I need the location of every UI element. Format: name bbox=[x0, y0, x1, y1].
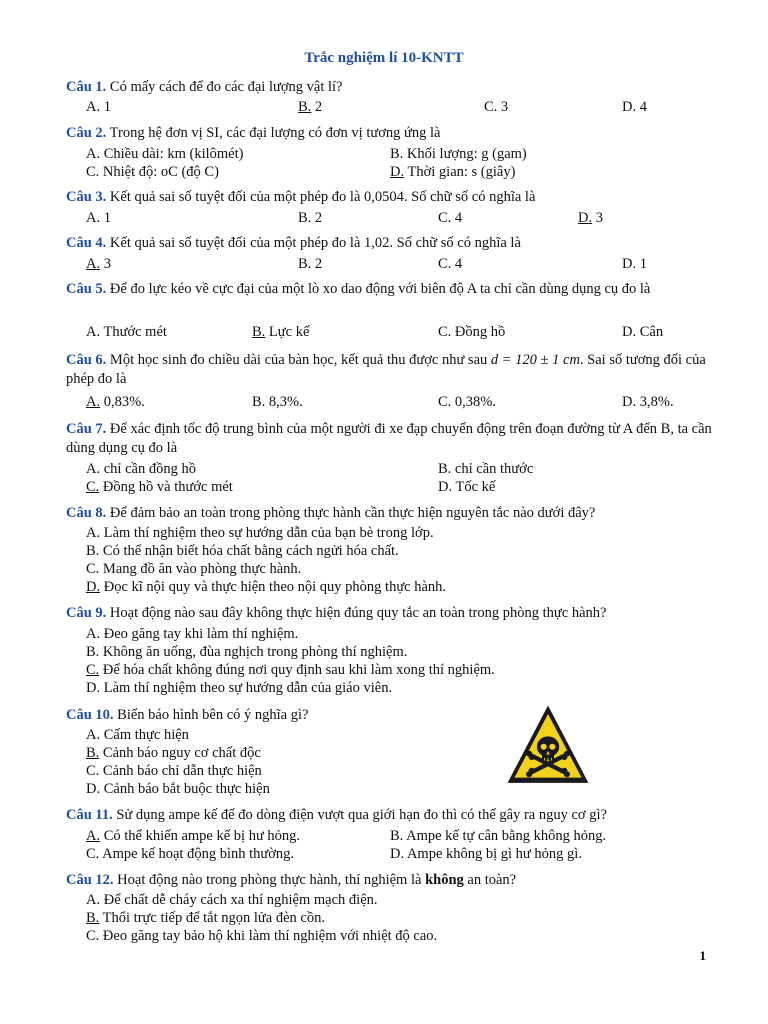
option-d: D. Thời gian: s (giây) bbox=[390, 164, 516, 180]
option-c: C. 3 bbox=[484, 99, 509, 115]
option-d: D. 4 bbox=[622, 99, 647, 115]
option-a: A. Để chất dễ cháy cách xa thí nghiệm mạch điện. bbox=[86, 892, 378, 908]
page-number: 1 bbox=[699, 948, 706, 963]
question-4: Câu 4. Kết quả sai số tuyệt đối của một phép đo là 1,02. Số chữ số có nghĩa là bbox=[66, 235, 521, 251]
option-d: D. Cân bbox=[622, 324, 664, 340]
option-c: C. Đeo găng tay bảo hộ khi làm thí nghiệm với nhiệt độ cao. bbox=[86, 928, 438, 944]
option-a: A. Cấm thực hiện bbox=[86, 727, 189, 743]
option-c: C. Để hóa chất không đúng nơi quy định sau khi làm xong thí nghiệm. bbox=[86, 662, 495, 678]
question-6: Câu 6. Một học sinh đo chiều dài của bàn học, kết quả thu được như sau d = 120 ± 1 cm. Sai số tương đối của phép đo là bbox=[66, 352, 706, 387]
option-d: D. Đọc kĩ nội quy và thực hiện theo nội quy phòng thực hành. bbox=[86, 579, 447, 595]
option-a: A. 3 bbox=[86, 256, 111, 272]
option-a: A. Có thể khiến ampe kế bị hư hỏng. bbox=[86, 828, 301, 844]
question-8: Câu 8. Để đảm bảo an toàn trong phòng thực hành cần thực hiện nguyên tắc nào dưới đây? bbox=[66, 505, 596, 521]
formula: d = 120 ± 1 cm bbox=[490, 352, 580, 368]
option-d: D. Cảnh báo bắt buộc thực hiện bbox=[86, 781, 270, 797]
option-b: B. chỉ cần thước bbox=[438, 461, 534, 477]
option-c: C. 4 bbox=[438, 256, 463, 272]
question-9: Câu 9. Hoạt động nào sau đây không thực hiện đúng quy tắc an toàn trong phòng thực hành? bbox=[66, 605, 607, 621]
question-7: Câu 7. Để xác định tốc độ trung bình của một người đi xe đạp chuyển động trên đoạn đường từ A đến B, ta cần dùng dụng cụ đo là bbox=[66, 421, 712, 456]
option-a: A. 0,83%. bbox=[86, 394, 145, 410]
question-10: Câu 10. Biển báo hình bên có ý nghĩa gì? bbox=[66, 707, 309, 723]
option-b: B. 2 bbox=[298, 210, 323, 226]
option-c: C. Mang đồ ăn vào phòng thực hành. bbox=[86, 561, 302, 577]
option-d: D. Tốc kế bbox=[438, 479, 496, 495]
option-a: A. 1 bbox=[86, 210, 111, 226]
option-b: B. 8,3%. bbox=[252, 394, 303, 410]
option-c: C. 0,38%. bbox=[438, 394, 497, 410]
option-a: A. chỉ cần đồng hồ bbox=[86, 461, 196, 477]
option-a: A. Thước mét bbox=[86, 324, 167, 340]
option-d: D. 3 bbox=[578, 210, 603, 226]
option-a: A. Làm thí nghiệm theo sự hướng dẫn của bạn bè trong lớp. bbox=[86, 525, 434, 541]
emphasis: không bbox=[425, 872, 464, 888]
option-d: D. Làm thí nghiệm theo sự hướng dẫn của giáo viên. bbox=[86, 680, 393, 696]
option-b: B. Không ăn uống, đùa nghịch trong phòng thí nghiệm. bbox=[86, 644, 408, 660]
option-a: A. Đeo găng tay khi làm thí nghiệm. bbox=[86, 626, 299, 642]
option-a: A. 1 bbox=[86, 99, 111, 115]
document-title: Trắc nghiệm lí 10-KNTT bbox=[304, 50, 464, 66]
option-a: A. Chiều dài: km (kilômét) bbox=[86, 146, 244, 162]
option-b: B. 2 bbox=[298, 256, 323, 272]
option-c: C. Đồng hồ bbox=[438, 324, 506, 340]
question-1 bbox=[66, 78, 716, 97]
option-c: C. Ampe kế hoạt động bình thường. bbox=[86, 846, 295, 862]
question-label: Câu 1. bbox=[66, 79, 107, 95]
option-b: B. 2 bbox=[298, 99, 323, 115]
option-c: C. Đồng hồ và thước mét bbox=[86, 479, 233, 495]
question-text: Có mấy cách để đo các đại lượng vật lí? bbox=[109, 79, 343, 95]
option-b: B. Lực kế bbox=[252, 324, 310, 340]
question-2: Câu 2. Trong hệ đơn vị SI, các đại lượng có đơn vị tương ứng là bbox=[66, 125, 441, 141]
question-3: Câu 3. Kết quả sai số tuyệt đối của một phép đo là 0,0504. Số chữ số có nghĩa là bbox=[66, 189, 536, 205]
toxic-warning-sign-icon bbox=[505, 702, 591, 788]
option-c: C. Nhiệt độ: oC (độ C) bbox=[86, 164, 219, 180]
option-c: C. Cảnh báo chỉ dẫn thực hiện bbox=[86, 763, 262, 779]
question-11: Câu 11. Sử dụng ampe kế để đo dòng điện vượt qua giới hạn đo thì có thể gây ra nguy cơ gì? bbox=[66, 807, 607, 823]
option-b: B. Khối lượng: g (gam) bbox=[390, 146, 527, 162]
option-b: B. Cảnh báo nguy cơ chất độc bbox=[86, 745, 261, 761]
option-d: D. 1 bbox=[622, 256, 647, 272]
option-d: D. 3,8%. bbox=[622, 394, 674, 410]
option-b: B. Ampe kế tự cân bằng không hỏng. bbox=[390, 828, 607, 844]
option-d: D. Ampe không bị gì hư hỏng gì. bbox=[390, 846, 582, 862]
option-b: B. Có thể nhận biết hóa chất bằng cách ngửi hóa chất. bbox=[86, 543, 399, 559]
option-b: B. Thổi trực tiếp để tắt ngọn lửa đèn cồn. bbox=[86, 910, 325, 926]
question-5: Câu 5. Để đo lực kéo về cực đại của một lò xo dao động với biên độ A ta chỉ cần dùng dụng cụ đo là bbox=[66, 281, 651, 297]
option-c: C. 4 bbox=[438, 210, 463, 226]
question-12: Câu 12. Hoạt động nào trong phòng thực hành, thí nghiệm là không an toàn? bbox=[66, 872, 517, 888]
